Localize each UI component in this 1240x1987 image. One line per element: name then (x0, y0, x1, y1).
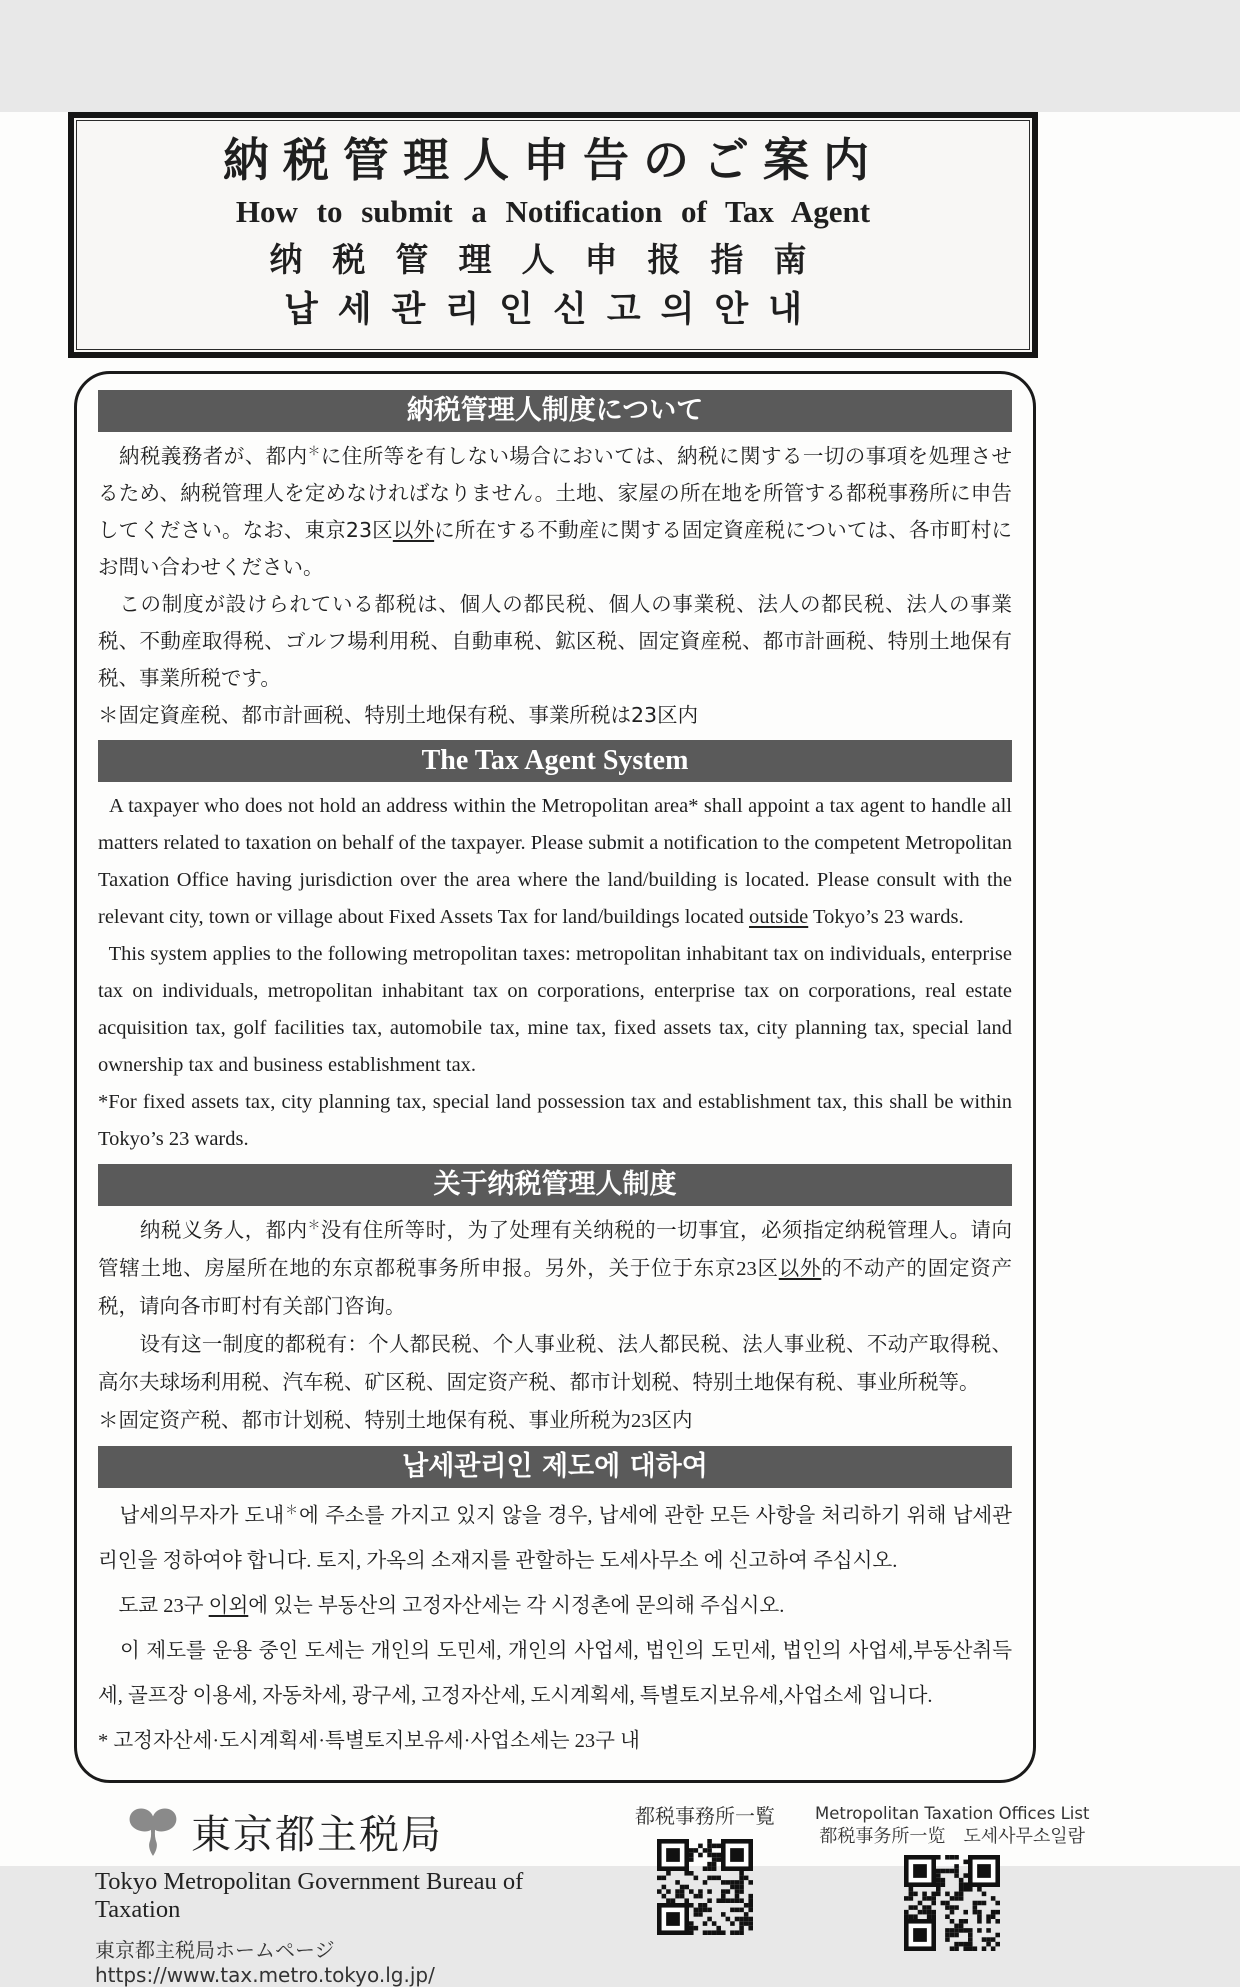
qr-code-taxation-offices-multilang-icon (904, 1855, 1000, 1951)
qr-group-taxation-offices-ja (635, 1803, 775, 1951)
paragraph: This system applies to the following metropolitan taxes: metropolitan inhabitant tax on individuals, enterprise tax on individuals, metropolitan inhabitant tax on corporations, enterprise tax on corporations, real estate acquisition tax, golf facilities tax, automobile tax, mine tax, fixed assets tax, city planning tax, special land ownership tax and business establishment tax. (98, 943, 1018, 1076)
title-korean: 납세관리인신고의안내 (283, 290, 823, 330)
section-english (98, 740, 1018, 1158)
section-heading-korean: 납세관리인 제도에 대하여 (98, 1446, 1012, 1488)
qr-label-english: Metropolitan Taxation Offices List (815, 1804, 1090, 1823)
qr-label-chinese-korean: 都税事务所一览 도세사무소일람 (819, 1826, 1086, 1847)
section-body-korean (98, 1494, 1012, 1764)
title-box (68, 112, 1038, 358)
section-japanese (98, 390, 1012, 734)
paragraph: この制度が設けられている都税は、個人の都民税、個人の事業税、法人の都民税、法人の事業税、不動産取得税、ゴルフ場利用税、自動車税、鉱区税、固定資産税、都市計画税、特別土地保有税、事業所税です。 (98, 592, 1012, 690)
ginkgo-leaf-icon (127, 1806, 179, 1858)
homepage-link[interactable]: https://www.tax.metro.tokyo.lg.jp/ (95, 1963, 435, 1987)
sections-container (74, 371, 1036, 1783)
title-chinese: 纳税管理人申报指南 (269, 240, 837, 279)
footer (95, 1803, 1240, 1987)
section-heading-japanese: 納税管理人制度について (98, 390, 1012, 432)
bureau-name-japanese: 東京都主税局 (191, 1812, 443, 1858)
section-korean (98, 1446, 1012, 1764)
qr-code-taxation-offices-ja-icon (657, 1839, 753, 1935)
paragraph: A taxpayer who does not hold an address within the Metropolitan area* shall appoint a tax agent to handle all matters related to taxation on behalf of the taxpayer. Please submit a notification to the competent Metropolitan Taxation Office having jurisdiction over the area where the land/building is located. Please consult with the relevant city, town or village about Fixed Assets Tax for land/buildings located outside Tokyo’s 23 wards. (98, 795, 1018, 928)
paragraph: 이 제도를 운용 중인 도세는 개인의 도민세, 개인의 사업세, 법인의 도민세, 법인의 사업세,부동산취득세, 골프장 이용세, 자동차세, 광구세, 고정자산세, 도시계획세, 특별토지보유세,사업소세 입니다. (98, 1640, 1012, 1707)
bureau-name-english: Tokyo Metropolitan Government Bureau of Taxation (95, 1868, 524, 1923)
title-box-inner (76, 120, 1030, 350)
qr-group-taxation-offices-multilang (815, 1803, 1089, 1951)
title-english: How to submit a Notification of Tax Agent (235, 194, 871, 229)
homepage-label: 東京都主税局ホームページ (95, 1938, 335, 1962)
section-heading-english: The Tax Agent System (98, 740, 1012, 782)
homepage-line (95, 1934, 580, 1987)
paragraph: 도쿄 23구 이외에 있는 부동산의 고정자산세는 각 시정촌에 문의해 주십시오. (98, 1595, 785, 1617)
paragraph-footnote: * 고정자산세·도시계획세·특별토지보유세·사업소세는 23구 내 (98, 1730, 640, 1752)
section-body-japanese (98, 438, 1012, 734)
footer-bureau-block (95, 1803, 580, 1987)
paragraph: 设有这一制度的都税有：个人都民税、个人事业税、法人都民税、法人事业税、不动产取得税、高尔夫球场利用税、汽车税、矿区税、固定资产税、都市计划税、特别土地保有税、事业所税等。 (98, 1334, 1012, 1394)
section-body-chinese (98, 1212, 1012, 1440)
document-page (0, 112, 1240, 1987)
section-chinese (98, 1164, 1012, 1440)
bureau-row (95, 1803, 580, 1860)
footer-qr-block (635, 1803, 1089, 1951)
paragraph: 납세의무자가 도내＊에 주소를 가지고 있지 않을 경우, 납세에 관한 모든 사항을 처리하기 위해 납세관리인을 정하여야 합니다. 토지, 가옥의 소재지를 관할하는 도세사무소 에 신고하여 주십시오. (98, 1503, 1012, 1572)
section-heading-chinese: 关于纳税管理人制度 (98, 1164, 1012, 1206)
section-body-english (98, 788, 1018, 1158)
title-japanese: 納税管理人申告のご案内 (223, 133, 883, 187)
paragraph-footnote: *For fixed assets tax, city planning tax, special land possession tax and establishment tax, this shall be within Tokyo’s 23 wards. (98, 1091, 1017, 1150)
paragraph: 纳税义务人，都内＊没有住所等时，为了处理有关纳税的一切事宜，必须指定纳税管理人。请向管辖土地、房屋所在地的东京都税事务所申报。另外，关于位于东京23区以外的不动产的固定资产税，请向各市町村有关部门咨询。 (98, 1218, 1013, 1318)
paragraph-footnote: ＊固定资产税、都市计划税、特别土地保有税、事业所税为23区内 (98, 1410, 693, 1432)
paragraph: 納税義務者が、都内＊に住所等を有しない場合においては、納税に関する一切の事項を処理させるため、納税管理人を定めなければなりません。土地、家屋の所在地を所管する都税事務所に申告してください。なお、東京23区以外に所在する不動産に関する固定資産税については、各市町村にお問い合わせください。 (98, 443, 1013, 579)
paragraph-footnote: ＊固定資産税、都市計画税、特別土地保有税、事業所税は23区内 (98, 703, 699, 727)
qr-label-japanese: 都税事務所一覧 (635, 1804, 775, 1828)
